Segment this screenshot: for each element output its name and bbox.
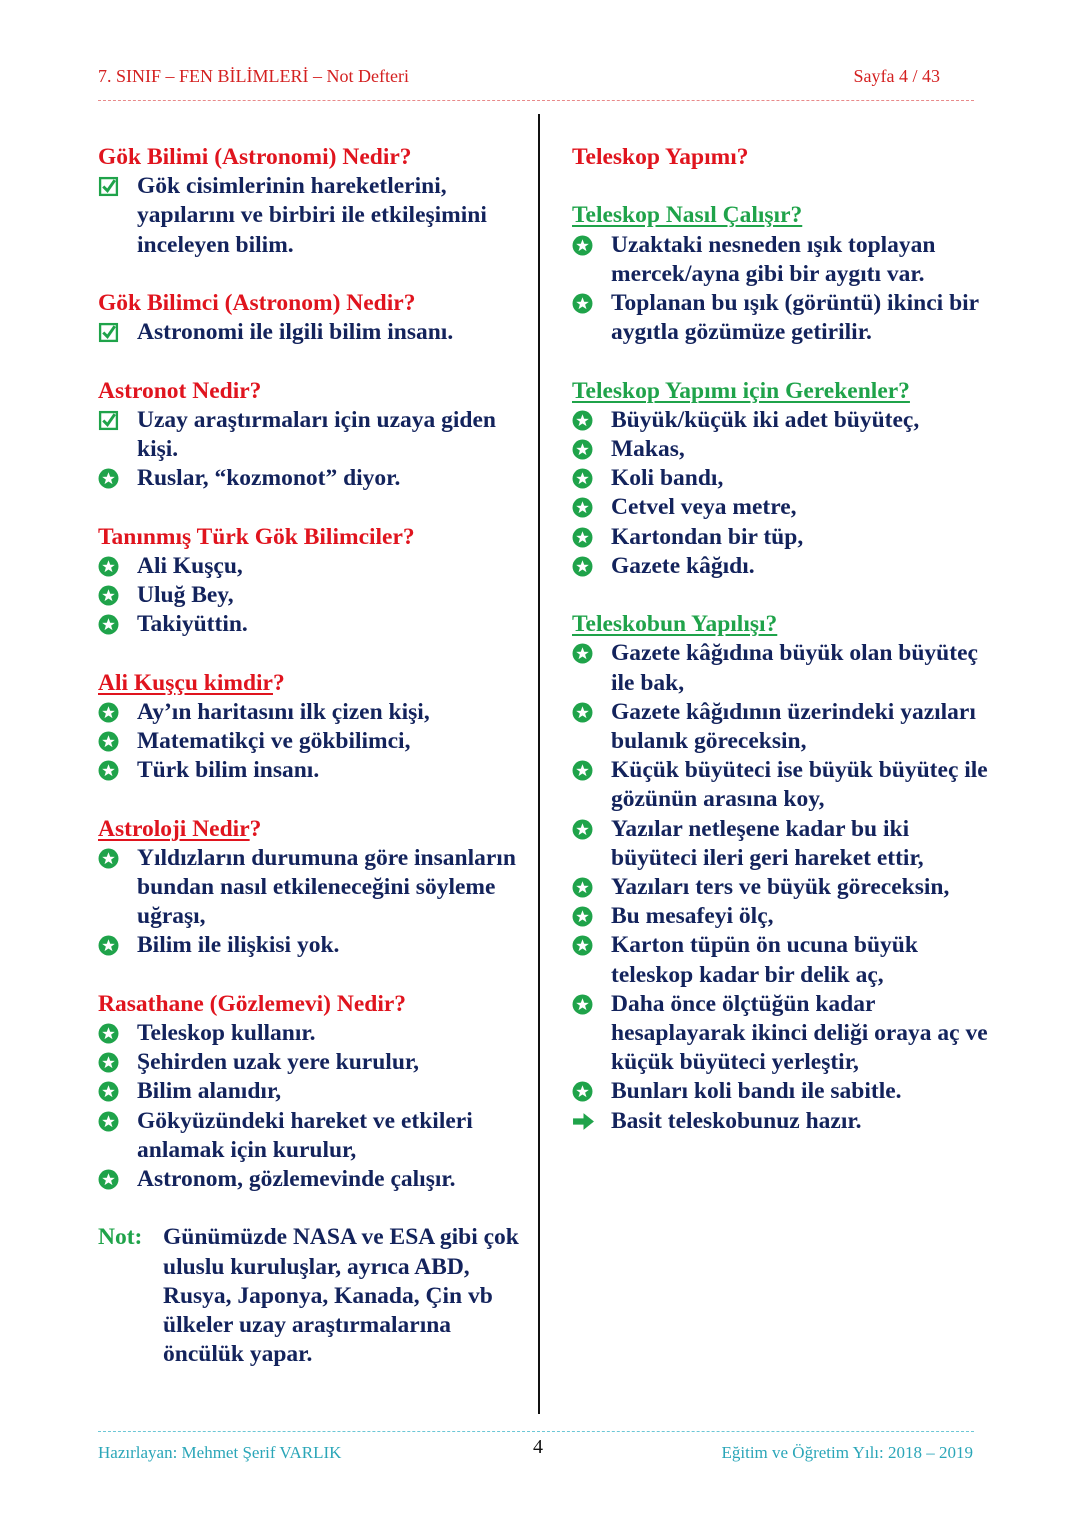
- arrow-right-icon: [572, 1111, 593, 1132]
- list-item: [98, 610, 528, 639]
- star-icon: [98, 1052, 119, 1073]
- list-item-text: Büyük/küçük iki adet büyüteç,: [611, 406, 920, 433]
- list-item: [98, 727, 528, 756]
- section-heading: Teleskobun Yapılışı?: [572, 611, 778, 638]
- list-item: [98, 756, 528, 785]
- star-icon: [98, 731, 119, 752]
- list-item: [98, 1019, 528, 1048]
- list-item-text: Makas,: [611, 436, 685, 462]
- star-icon: [98, 848, 119, 869]
- checkbox-icon: [98, 322, 119, 343]
- list-item: [572, 289, 992, 347]
- list-item-text: Bilim alanıdır,: [137, 1078, 282, 1105]
- list-item: [98, 1107, 528, 1165]
- note-label: Not:: [98, 1224, 143, 1251]
- star-icon: [98, 1111, 119, 1132]
- star-icon: [98, 468, 119, 489]
- footer-author: Hazırlayan: Mehmet Şerif VARLIK: [98, 1443, 342, 1462]
- list-item: [572, 815, 992, 873]
- star-icon: [572, 994, 593, 1015]
- section-heading: Tanınmış Türk Gök Bilimciler?: [98, 523, 415, 550]
- list-item-text: Şehirden uzak yere kurulur,: [137, 1049, 420, 1076]
- list-item-text: Takiyüttin.: [137, 611, 248, 638]
- star-icon: [572, 819, 593, 840]
- list-item-text: Küçük büyüteci ise büyük büyüteç ile gözünün arasına koy,: [611, 757, 988, 813]
- list-item: [572, 1077, 992, 1106]
- section: [572, 377, 992, 581]
- list-item-text: Bilim ile ilişkisi yok.: [137, 932, 340, 959]
- list-item-text: Ruslar, “kozmonot” diyor.: [137, 465, 401, 492]
- list-item-text: Kartondan bir tüp,: [611, 523, 804, 550]
- list-item-text: Gazete kâğıdına büyük olan büyüteç ile bak,: [611, 640, 978, 696]
- list-item: [572, 756, 992, 814]
- section-heading: Gök Bilimci (Astronom) Nedir?: [98, 290, 416, 316]
- list-item-text: Türk bilim insanı.: [137, 757, 320, 784]
- list-item: [98, 172, 528, 260]
- star-icon: [572, 293, 593, 314]
- section-heading: [98, 815, 528, 844]
- section: [98, 143, 528, 260]
- right-column-title: Teleskop Yapımı?: [572, 144, 749, 170]
- section: [98, 289, 528, 347]
- section: [98, 669, 528, 786]
- section: [572, 201, 992, 347]
- list-item: [572, 552, 992, 581]
- list-item: [572, 639, 992, 697]
- star-icon: [98, 1169, 119, 1190]
- section-heading-suffix: ?: [272, 669, 285, 696]
- list-item-text: Uluğ Bey,: [137, 582, 234, 608]
- list-item: [98, 931, 528, 960]
- section-heading: Astronot Nedir?: [98, 377, 262, 404]
- list-item: [98, 318, 528, 347]
- list-item-text: Teleskop kullanır.: [137, 1020, 316, 1046]
- star-icon: [572, 935, 593, 956]
- checkbox-icon: [98, 176, 119, 197]
- section-heading: Teleskop Nasıl Çalışır?: [572, 202, 803, 229]
- star-icon: [572, 468, 593, 489]
- section-heading-underlined: Astroloji Nedir: [98, 815, 250, 842]
- left-column: [98, 143, 528, 1369]
- list-item-text: Ali Kuşçu,: [137, 552, 243, 579]
- star-icon: [98, 1081, 119, 1102]
- section: [572, 610, 992, 1136]
- list-item: [98, 1077, 528, 1106]
- star-icon: [572, 906, 593, 927]
- star-icon: [572, 497, 593, 518]
- list-item: [98, 406, 528, 464]
- star-icon: [572, 410, 593, 431]
- list-item-text: Matematikçi ve gökbilimci,: [137, 728, 411, 754]
- section-heading: Rasathane (Gözlemevi) Nedir?: [98, 990, 407, 1017]
- list-item-text: Astronomi ile ilgili bilim insanı.: [137, 319, 454, 346]
- note-block: [98, 1223, 528, 1369]
- list-item-text: Toplanan bu ışık (görüntü) ikinci bir aygıtla gözümüze getirilir.: [611, 290, 979, 346]
- list-item: [572, 902, 992, 931]
- list-item-text: Bunları koli bandı ile sabitle.: [611, 1078, 902, 1105]
- list-item-text: Bu mesafeyi ölç,: [611, 903, 774, 930]
- list-item-text: Gazete kâğıdının üzerindeki yazıları bulanık göreceksin,: [611, 698, 976, 755]
- section: [98, 815, 528, 961]
- right-column: [572, 143, 992, 1165]
- list-item-text: Yazıları ters ve büyük göreceksin,: [611, 874, 950, 901]
- checkbox-icon: [98, 410, 119, 431]
- section-heading: Gök Bilimi (Astronomi) Nedir?: [98, 144, 412, 170]
- note-text: Günümüzde NASA ve ESA gibi çok uluslu kuruluşlar, ayrıca ABD, Rusya, Japonya, Kanada, Çin vb ülkeler uzay araştırmalarına öncülük yapar.: [163, 1224, 519, 1368]
- list-item-text: Karton tüpün ön ucuna büyük teleskop kadar bir delik aç,: [611, 932, 918, 988]
- list-item-text: Cetvel veya metre,: [611, 494, 797, 521]
- star-icon: [572, 702, 593, 723]
- star-icon: [572, 877, 593, 898]
- list-item: [572, 464, 992, 493]
- list-item: [98, 552, 528, 581]
- list-item: [98, 844, 528, 932]
- list-item: [572, 523, 992, 552]
- star-icon: [572, 439, 593, 460]
- footer-divider: [98, 1431, 974, 1432]
- section: [98, 523, 528, 640]
- star-icon: [98, 556, 119, 577]
- list-item: [572, 873, 992, 902]
- list-item: [572, 990, 992, 1078]
- header-divider: [98, 100, 974, 101]
- list-item-text: Astronom, gözlemevinde çalışır.: [137, 1166, 456, 1193]
- list-item: [572, 1107, 992, 1136]
- list-item-text: Yıldızların durumuna göre insanların bundan nasıl etkileneceğini söyleme uğraşı,: [137, 844, 516, 930]
- list-item-text: Gök cisimlerinin hareketlerini, yapılarını ve birbiri ile etkileşimini inceleyen bilim.: [137, 173, 487, 258]
- list-item: [572, 435, 992, 464]
- list-item: [572, 231, 992, 289]
- star-icon: [98, 585, 119, 606]
- document-title: 7. SINIF – FEN BİLİMLERİ – Not Defteri: [98, 66, 409, 86]
- list-item-text: Koli bandı,: [611, 465, 724, 492]
- footer-page-number: 4: [533, 1436, 543, 1458]
- list-item: [98, 698, 528, 727]
- section: [98, 377, 528, 494]
- star-icon: [98, 1023, 119, 1044]
- list-item-text: Uzay araştırmaları için uzaya giden kişi.: [137, 406, 496, 462]
- list-item: [98, 1165, 528, 1194]
- section: [98, 990, 528, 1194]
- list-item: [98, 581, 528, 610]
- star-icon: [572, 556, 593, 577]
- section-heading-underlined: Ali Kuşçu kimdir: [98, 669, 273, 696]
- section-heading-suffix: ?: [249, 815, 262, 842]
- page-header: [98, 66, 940, 90]
- list-item-text: Ay’ın haritasını ilk çizen kişi,: [137, 698, 430, 725]
- page-indicator: Sayfa 4 / 43: [853, 66, 940, 86]
- footer-year: Eğitim ve Öğretim Yılı: 2018 – 2019: [721, 1443, 973, 1462]
- list-item-text: Gökyüzündeki hareket ve etkileri anlamak için kurulur,: [137, 1107, 473, 1163]
- list-item: [572, 406, 992, 435]
- star-icon: [98, 760, 119, 781]
- star-icon: [572, 235, 593, 256]
- list-item: [572, 931, 992, 989]
- section-heading: Teleskop Yapımı için Gerekenler?: [572, 377, 910, 404]
- list-item-text: Gazete kâğıdı.: [611, 552, 755, 579]
- star-icon: [572, 527, 593, 548]
- list-item-text: Uzaktaki nesneden ışık toplayan mercek/ayna gibi bir aygıtı var.: [611, 231, 936, 287]
- star-icon: [98, 614, 119, 635]
- list-item-text: Daha önce ölçtüğün kadar hesaplayarak ikinci deliği oraya aç ve küçük büyüteci yerleştir,: [611, 990, 988, 1076]
- section-heading: [98, 669, 528, 698]
- star-icon: [98, 935, 119, 956]
- list-item: [572, 698, 992, 756]
- column-divider: [538, 114, 540, 1414]
- list-item: [98, 1048, 528, 1077]
- star-icon: [572, 1081, 593, 1102]
- star-icon: [572, 643, 593, 664]
- star-icon: [98, 702, 119, 723]
- list-item-text: Basit teleskobunuz hazır.: [611, 1107, 862, 1134]
- list-item: [572, 493, 992, 522]
- list-item-text: Yazılar netleşene kadar bu iki büyüteci ileri geri hareket ettir,: [611, 815, 924, 871]
- list-item: [98, 464, 528, 493]
- star-icon: [572, 760, 593, 781]
